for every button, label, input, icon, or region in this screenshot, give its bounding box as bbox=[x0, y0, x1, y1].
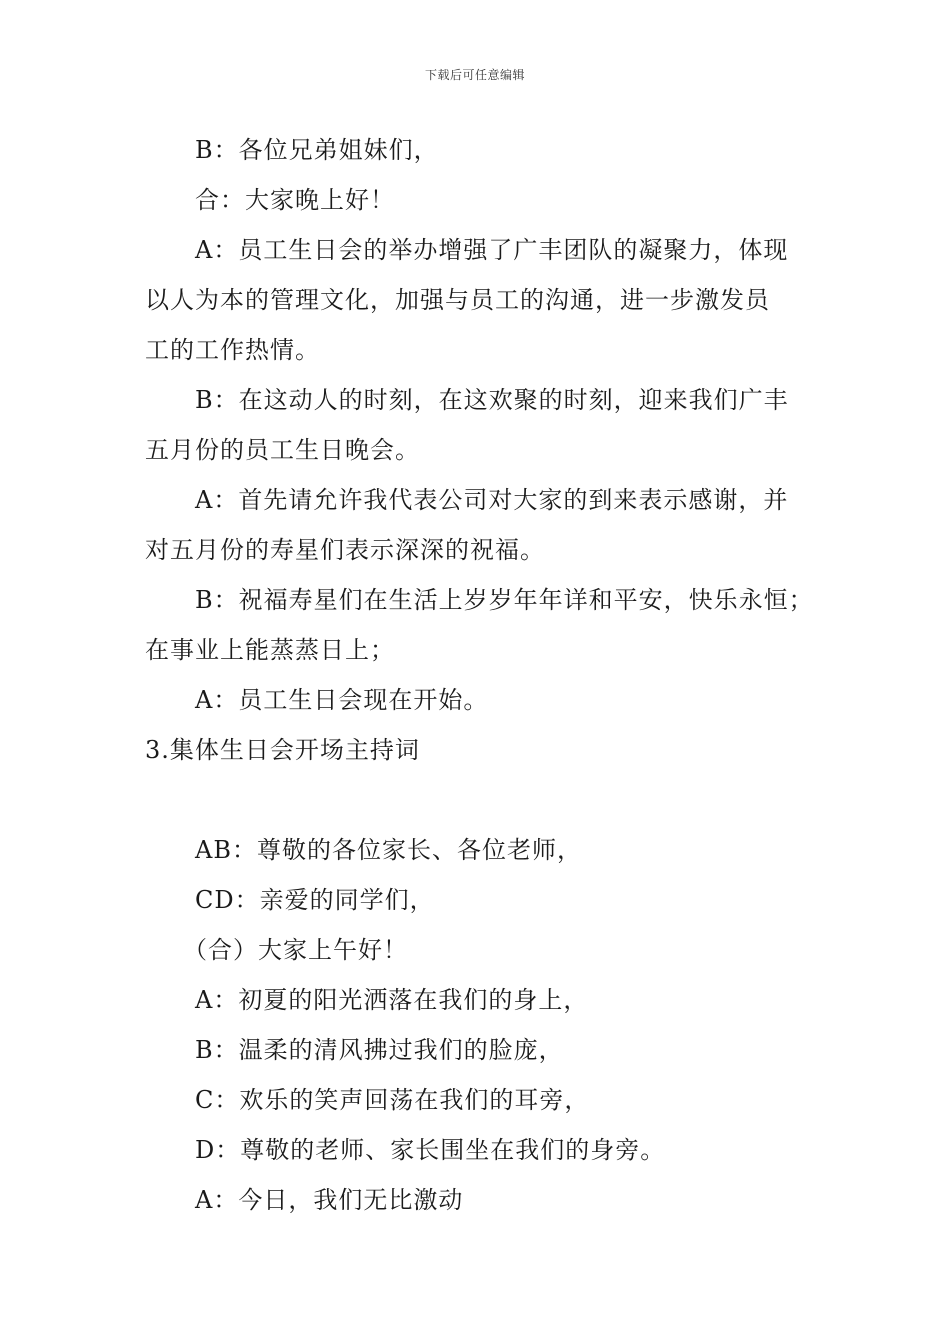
text-line: D：尊敬的老师、家长围坐在我们的身旁。 bbox=[195, 1136, 666, 1164]
text-line: 五月份的员工生日晚会。 bbox=[145, 436, 420, 464]
page-header-note: 下载后可任意编辑 bbox=[424, 68, 525, 82]
text-line: A：员工生日会现在开始。 bbox=[195, 686, 489, 714]
text-line: 在事业上能蒸蒸日上； bbox=[145, 636, 395, 664]
text-line: AB：尊敬的各位家长、各位老师， bbox=[195, 836, 582, 864]
text-line: A：初夏的阳光洒落在我们的身上， bbox=[195, 986, 589, 1014]
text-line: C：欢乐的笑声回荡在我们的耳旁， bbox=[195, 1086, 590, 1114]
text-line: 工的工作热情。 bbox=[145, 336, 320, 364]
text-line: 对五月份的寿星们表示深深的祝福。 bbox=[145, 536, 545, 564]
text-line: B：各位兄弟姐妹们， bbox=[195, 136, 439, 164]
text-line: CD：亲爱的同学们， bbox=[195, 886, 435, 914]
text-line: 以人为本的管理文化，加强与员工的沟通，进一步激发员 bbox=[145, 286, 770, 314]
text-line: A：员工生日会的举办增强了广丰团队的凝聚力，体现 bbox=[195, 236, 789, 264]
text-line: B：在这动人的时刻，在这欢聚的时刻，迎来我们广丰 bbox=[195, 386, 789, 414]
text-line: 合：大家晚上好！ bbox=[195, 186, 395, 214]
text-line: A：首先请允许我代表公司对大家的到来表示感谢，并 bbox=[195, 486, 789, 514]
text-line: B：祝福寿星们在生活上岁岁年年详和平安，快乐永恒； bbox=[195, 586, 814, 614]
section-heading: 3.集体生日会开场主持词 bbox=[145, 736, 420, 764]
text-line: B：温柔的清风拂过我们的脸庞， bbox=[195, 1036, 564, 1064]
text-line: （合）大家上午好！ bbox=[183, 936, 408, 964]
text-line: A：今日，我们无比激动 bbox=[195, 1186, 464, 1214]
